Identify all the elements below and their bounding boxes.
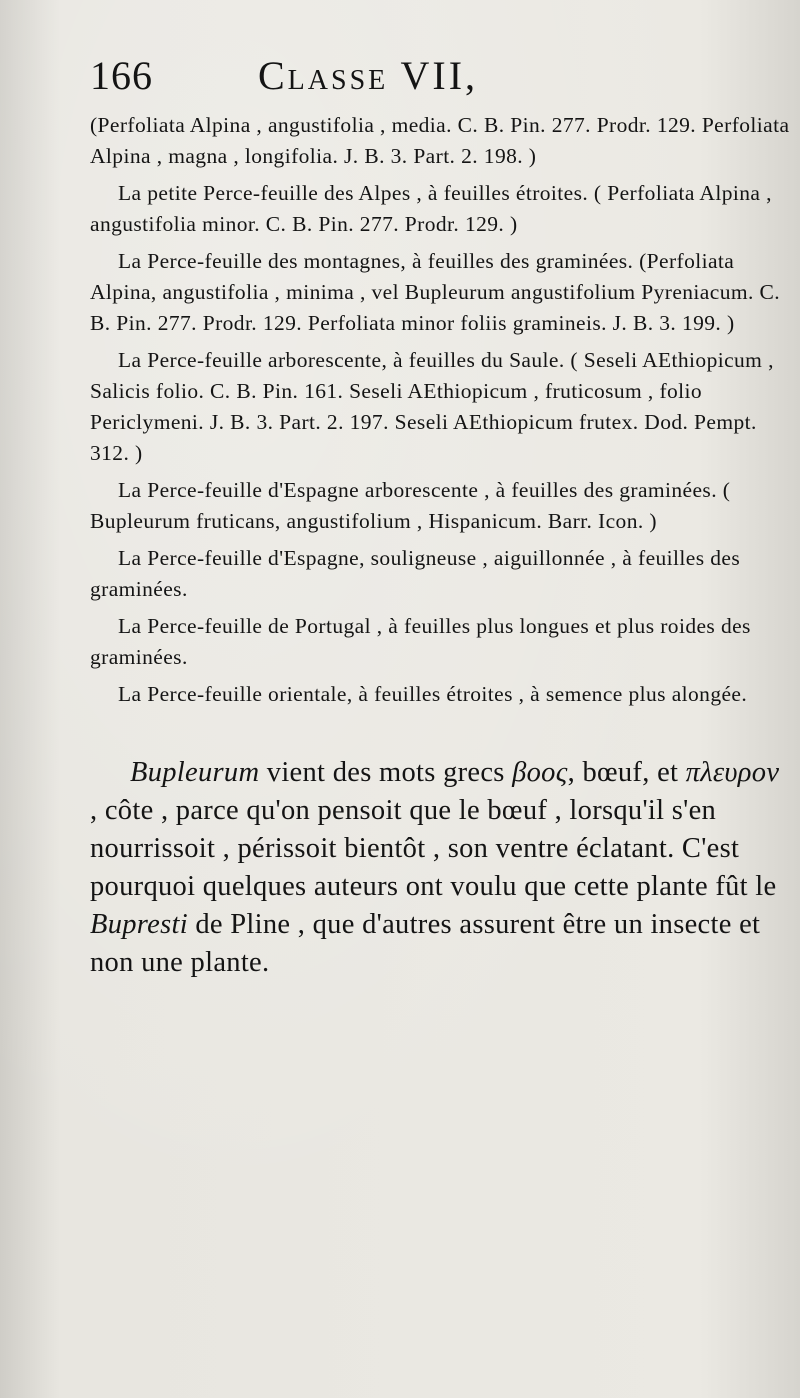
- etymology-paragraph: [90, 754, 790, 982]
- greek-word: βοος: [512, 757, 568, 788]
- species-entry: La Perce-feuille d'Espagne arborescente , à feuilles des graminées. ( Bupleurum fruticans, angustifolium , Hispanicum. Barr. Icon. ): [90, 478, 731, 533]
- etymology-text: de Pline , que d'autres assurent être un insecte et non une plante.: [90, 909, 761, 978]
- species-entry: La Perce-feuille orientale, à feuilles étroites , à semence plus alongée.: [118, 682, 748, 706]
- page-header: [90, 48, 790, 110]
- species-entry-continuation: (Perfoliata Alpina , angustifolia , media. C. B. Pin. 277. Prodr. 129. Perfoliata Alpina , magna , longifolia. J. B. 3. Part. 2. 198. ): [90, 113, 790, 168]
- page-number: 166: [90, 53, 153, 98]
- species-list: [90, 110, 790, 710]
- genus-term: Bupresti: [90, 909, 188, 940]
- species-entry: La Perce-feuille arborescente, à feuilles du Saule. ( Seseli AEthiopicum , Salicis folio. C. B. Pin. 161. Seseli AEthiopicum , fruticosum , folio Periclymeni. J. B. 3. Part. 2. 197. Seseli AEthiopicum frutex. Dod. Pempt. 312. ): [90, 348, 774, 465]
- etymology-text: , bœuf, et: [567, 757, 686, 788]
- etymology-note: [90, 754, 790, 982]
- page-content: [90, 48, 790, 982]
- etymology-text: vient des mots grecs: [259, 757, 513, 788]
- species-entry: La Perce-feuille de Portugal , à feuilles plus longues et plus roides des graminées.: [90, 614, 751, 669]
- genus-term: Bupleurum: [130, 757, 260, 788]
- etymology-text: , côte , parce qu'on pensoit que le bœuf , lorsqu'il s'en nourrissoit , périssoit bientôt , son ventre éclatant. C'est pourquoi quelques auteurs ont voulu que cette plante fût le: [90, 795, 777, 902]
- greek-word: πλευρον: [685, 757, 780, 788]
- species-entry: La Perce-feuille d'Espagne, souligneuse , aiguillonnée , à feuilles des graminées.: [90, 546, 741, 601]
- section-gap: [90, 716, 790, 754]
- species-entry: La Perce-feuille des montagnes, à feuilles des graminées. (Perfoliata Alpina, angustifolia , minima , vel Bupleurum angustifolium Pyreniacum. C. B. Pin. 277. Prodr. 129. Perfoliata minor foliis gramineis. J. B. 3. 199. ): [90, 249, 781, 335]
- species-entry: La petite Perce-feuille des Alpes , à feuilles étroites. ( Perfoliata Alpina , angustifolia minor. C. B. Pin. 277. Prodr. 129. ): [90, 181, 772, 236]
- running-head: Classe VII,: [258, 53, 479, 98]
